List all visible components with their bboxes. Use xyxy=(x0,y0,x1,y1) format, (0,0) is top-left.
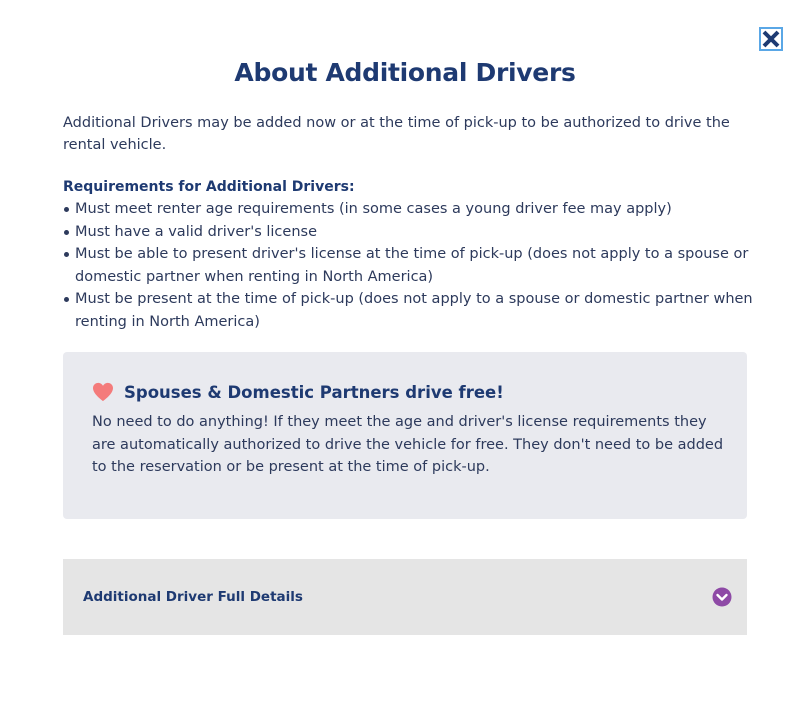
spouse-heading-row xyxy=(92,382,504,402)
list-item: Must meet renter age requirements (in some cases a young driver fee may apply) xyxy=(75,198,755,221)
requirements-list xyxy=(75,198,755,333)
modal-title: About Additional Drivers xyxy=(234,58,576,87)
list-item: Must have a valid driver's license xyxy=(75,221,755,244)
accordion-label: Additional Driver Full Details xyxy=(83,589,303,605)
spouse-info-box xyxy=(63,352,747,519)
chevron-down-icon[interactable] xyxy=(712,587,732,607)
spouse-heading: Spouses & Domestic Partners drive free! xyxy=(124,382,504,402)
full-details-accordion[interactable] xyxy=(63,559,747,635)
intro-text: Additional Drivers may be added now or at the time of pick-up to be authorized to drive the rental vehicle. xyxy=(63,115,730,153)
close-button[interactable] xyxy=(759,27,783,51)
close-icon xyxy=(761,29,781,49)
requirements-heading: Requirements for Additional Drivers: xyxy=(63,179,355,195)
list-item: Must be present at the time of pick-up (does not apply to a spouse or domestic partner when renting in North America) xyxy=(75,288,755,333)
spouse-body-text: No need to do anything! If they meet the age and driver's license requirements they are automatically authorized to drive the vehicle for free. They don't need to be added to the reservation or be present at the time of pick-up. xyxy=(92,414,724,475)
list-item: Must be able to present driver's license at the time of pick-up (does not apply to a spouse or domestic partner when renting in North America) xyxy=(75,243,755,288)
heart-icon xyxy=(92,382,114,402)
